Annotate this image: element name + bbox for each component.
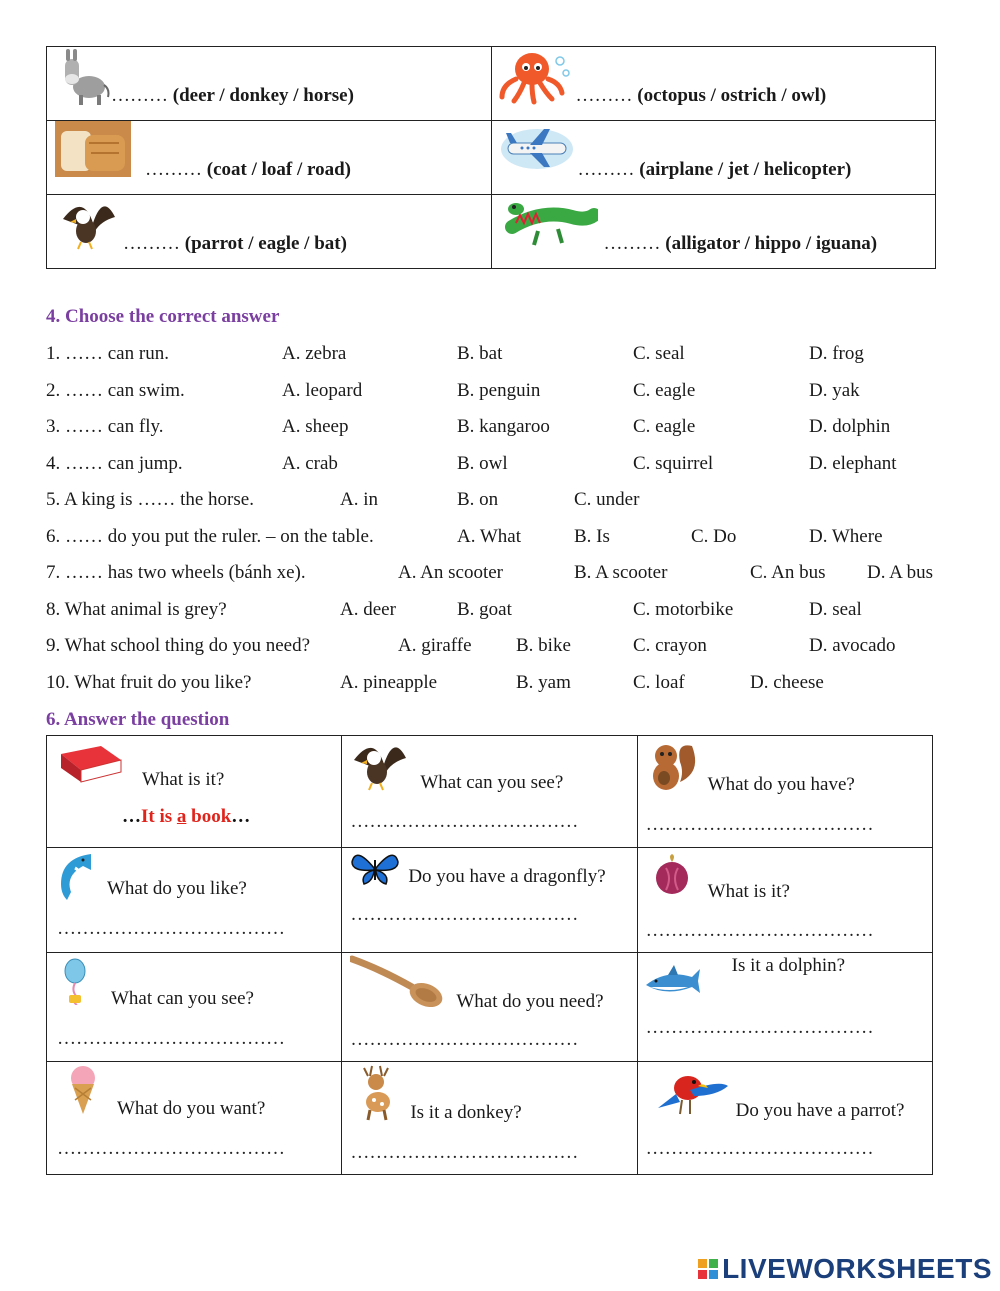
dolphin-icon xyxy=(53,850,99,902)
option-c: C. eagle xyxy=(633,416,696,437)
blank: ……… xyxy=(123,233,185,254)
option-b: B. owl xyxy=(457,453,508,474)
blank: ……… xyxy=(603,233,666,254)
options: (deer / donkey / horse) xyxy=(172,85,354,106)
answer-cell xyxy=(637,736,932,848)
vocab-cell xyxy=(47,121,492,195)
section-title: 4. Choose the correct answer xyxy=(46,306,280,327)
answer-cell xyxy=(637,848,932,953)
question-text: What can you see? xyxy=(420,772,564,793)
onion-icon xyxy=(652,854,692,896)
liveworksheets-logo[interactable] xyxy=(698,1253,992,1285)
answer-cell xyxy=(342,953,637,1062)
deer-icon xyxy=(352,1064,398,1122)
option-b: B. yam xyxy=(516,672,571,693)
option-c: C. Do xyxy=(691,526,737,547)
question-text: What do you have? xyxy=(707,774,855,795)
option-c: C. crayon xyxy=(633,635,707,656)
question-text: 9. What school thing do you need? xyxy=(46,635,311,656)
answer-blank: ……………………………… xyxy=(350,1029,579,1050)
vocab-cell xyxy=(491,195,936,269)
eagle-icon xyxy=(59,197,117,251)
option-c: C. eagle xyxy=(633,380,696,401)
bread-icon xyxy=(55,121,131,177)
vocab-text xyxy=(576,85,827,107)
iguana-icon xyxy=(502,197,598,249)
answer-blank: ……………………………… xyxy=(57,1028,285,1049)
answer-cell xyxy=(47,953,342,1062)
question-text: What do you like? xyxy=(107,878,247,899)
answer-blank: ……………………………… xyxy=(645,920,874,941)
answer-blank: ……………………………… xyxy=(645,814,874,835)
blank: ……… xyxy=(577,159,640,180)
vocab-table xyxy=(46,46,936,269)
answer-cell xyxy=(342,848,637,953)
options: (airplane / jet / helicopter) xyxy=(639,159,852,180)
option-b: B. Is xyxy=(574,526,610,547)
answer-cell xyxy=(342,1062,637,1175)
option-a: A. sheep xyxy=(282,416,349,437)
vocab-text xyxy=(111,85,354,107)
option-b: B. bike xyxy=(516,635,571,656)
logo-text: LIVEWORKSHEETS xyxy=(722,1253,992,1284)
answer-cell xyxy=(637,1062,932,1175)
answer-blank: ……………………………… xyxy=(57,1138,285,1159)
answer-blank: ……………………………… xyxy=(350,1142,579,1163)
answer-blank: ……………………………… xyxy=(645,1017,874,1038)
option-c: C. loaf xyxy=(633,672,685,693)
option-b: B. A scooter xyxy=(574,562,668,583)
answer-underlined: a xyxy=(176,806,187,827)
option-d: D. A bus xyxy=(867,562,933,583)
option-b: B. goat xyxy=(457,599,512,620)
vocab-text xyxy=(578,159,852,181)
option-a: A. What xyxy=(457,526,522,547)
option-b: B. kangaroo xyxy=(457,416,550,437)
answer-table xyxy=(46,735,933,1175)
parrot-icon xyxy=(654,1064,730,1118)
donkey-icon xyxy=(55,49,111,107)
option-d: D. avocado xyxy=(809,635,896,656)
ice-cream-icon xyxy=(67,1064,99,1116)
question-text: Is it a donkey? xyxy=(410,1102,522,1123)
answer-cell xyxy=(47,1062,342,1175)
option-a: A. zebra xyxy=(282,343,347,364)
option-a: A. deer xyxy=(340,599,396,620)
question-text: Do you have a dragonfly? xyxy=(408,866,606,887)
ellipsis: … xyxy=(122,806,141,827)
question-text: 4. …… can jump. xyxy=(46,453,183,474)
section-title: 6. Answer the question xyxy=(46,709,230,730)
vocab-text xyxy=(604,233,878,255)
answer-cell xyxy=(47,848,342,953)
option-d: D. dolphin xyxy=(809,416,891,437)
answer-part: It is xyxy=(141,806,177,827)
question-text: 7. …… has two wheels (bánh xe). xyxy=(46,562,306,583)
question-text: Is it a dolphin? xyxy=(731,955,846,976)
butterfly-icon xyxy=(350,850,400,886)
option-c: C. motorbike xyxy=(633,599,734,620)
octopus-icon xyxy=(498,49,572,105)
question-text: What do you need? xyxy=(456,991,604,1012)
question-text: What is it? xyxy=(142,769,225,790)
option-b: B. bat xyxy=(457,343,503,364)
option-c: C. seal xyxy=(633,343,685,364)
options: (coat / loaf / road) xyxy=(206,159,351,180)
question-text: What do you want? xyxy=(117,1098,266,1119)
option-d: D. cheese xyxy=(750,672,824,693)
question-text: What can you see? xyxy=(111,988,254,1009)
question-text: Do you have a parrot? xyxy=(735,1100,905,1121)
option-a: A. crab xyxy=(282,453,338,474)
options: (parrot / eagle / bat) xyxy=(184,233,347,254)
blank: ……… xyxy=(145,159,207,180)
answer-blank: ……………………………… xyxy=(57,918,285,939)
vocab-text xyxy=(145,159,351,181)
vocab-cell xyxy=(47,47,492,121)
logo-mark-icon xyxy=(698,1259,718,1279)
question-text: 6. …… do you put the ruler. – on the table. xyxy=(46,526,374,547)
question-text: What is it? xyxy=(707,881,790,902)
question-text: 1. …… can run. xyxy=(46,343,169,364)
option-c: C. squirrel xyxy=(633,453,714,474)
answer-blank: ……………………………… xyxy=(350,904,579,925)
vocab-cell xyxy=(47,195,492,269)
option-c: C. An bus xyxy=(750,562,826,583)
question-text: 3. …… can fly. xyxy=(46,416,164,437)
option-d: D. yak xyxy=(809,380,860,401)
option-d: D. frog xyxy=(809,343,864,364)
question-text: 2. …… can swim. xyxy=(46,380,185,401)
answer-cell xyxy=(637,953,932,1062)
book-icon xyxy=(57,744,123,786)
answer-cell xyxy=(342,736,637,848)
vocab-cell xyxy=(491,121,936,195)
option-b: B. penguin xyxy=(457,380,541,401)
answer-blank: ……………………………… xyxy=(645,1138,874,1159)
option-b: B. on xyxy=(457,489,499,510)
option-a: A. in xyxy=(340,489,378,510)
option-a: A. leopard xyxy=(282,380,363,401)
options: (alligator / hippo / iguana) xyxy=(665,233,878,254)
question-text: 8. What animal is grey? xyxy=(46,599,227,620)
option-d: D. elephant xyxy=(809,453,897,474)
question-text: 5. A king is …… the horse. xyxy=(46,489,254,510)
vocab-text xyxy=(123,233,347,255)
options: (octopus / ostrich / owl) xyxy=(637,85,827,106)
example-answer xyxy=(122,806,250,828)
blank: ……… xyxy=(111,85,173,106)
answer-blank: ……………………………… xyxy=(350,811,579,832)
question-text: 10. What fruit do you like? xyxy=(46,672,252,693)
blank: ……… xyxy=(575,85,638,106)
option-a: A. giraffe xyxy=(398,635,472,656)
option-d: D. seal xyxy=(809,599,862,620)
balloon-icon xyxy=(61,957,89,1005)
shark-icon xyxy=(642,963,702,1003)
ellipsis: … xyxy=(231,806,251,827)
spoon-icon xyxy=(350,955,446,1009)
squirrel-icon xyxy=(644,738,700,796)
option-d: D. Where xyxy=(809,526,883,547)
option-c: C. under xyxy=(574,489,640,510)
option-a: A. pineapple xyxy=(340,672,438,693)
vocab-cell xyxy=(491,47,936,121)
airplane-icon xyxy=(500,123,574,173)
eagle-icon xyxy=(350,738,408,792)
answer-cell xyxy=(47,736,342,848)
answer-part: book xyxy=(186,806,232,827)
option-a: A. An scooter xyxy=(398,562,504,583)
